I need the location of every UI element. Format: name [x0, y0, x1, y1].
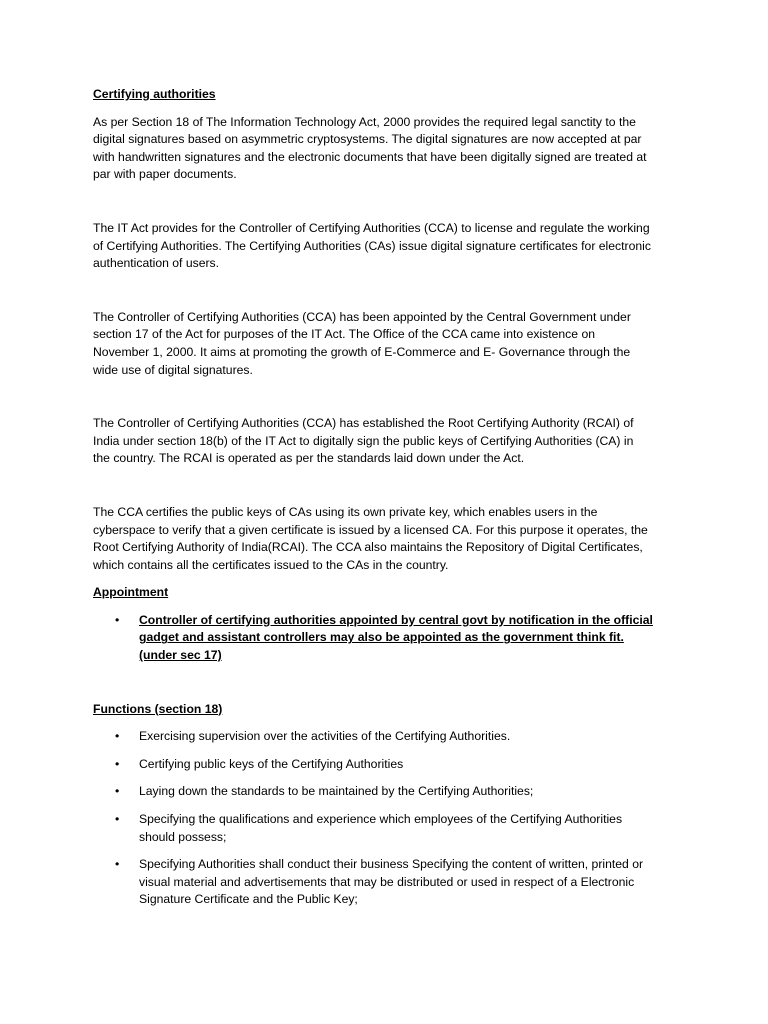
paragraph-it-act-cca: The IT Act provides for the Controller of Certifying Authorities (CCA) to license and regulate the working of Certifying Authorities. The Certifying Authorities (CAs) issue digital signature certificates for electronic authentication of users.: [93, 220, 651, 271]
list-item: [93, 756, 653, 774]
function-item-text: Specifying the qualifications and experience which employees of the Certifying Authorities should possess;: [139, 812, 623, 844]
appointment-item-text: Controller of certifying authorities appointed by central govt by notification in the official gadget and assistant controllers may also be appointed as the government think fit. (under sec 17): [139, 612, 653, 663]
bullet-icon: •: [115, 784, 120, 799]
function-item-text: Certifying public keys of the Certifying Authorities: [139, 756, 404, 771]
paragraph-cca-certifies: The CCA certifies the public keys of CAs using its own private key, which enables users in the cyberspace to verify that a given certificate is issued by a licensed CA. For this purpose it operates, the Root Certifying Authority of India(RCAI). The CCA also maintains the Repository of Digital Certificates, which contains all the certificates issued to the CAs in the country.: [93, 504, 648, 572]
function-item-text: Specifying Authorities shall conduct their business Specifying the content of written, printed or visual material and advertisements that may be distributed or used in respect of a Electronic Signature Certificate and the Public Key;: [139, 857, 644, 907]
list-item: [93, 856, 653, 909]
paragraph-rcai: The Controller of Certifying Authorities (CCA) has established the Root Certifying Authority (RCAI) of India under section 18(b) of the IT Act to digitally sign the public keys of Certifying Authorities (CA) in the country. The RCAI is operated as per the standards laid down under the Act.: [93, 416, 634, 466]
bullet-icon: •: [115, 857, 120, 872]
bullet-icon: •: [115, 756, 120, 771]
paragraph-cca-appointed: The Controller of Certifying Authorities (CCA) has been appointed by the Central Government under section 17 of the Act for purposes of the IT Act. The Office of the CCA came into existence on November 1, 2000. It aims at promoting the growth of E-Commerce and E- Governance through the wide use of digital signatures.: [93, 309, 631, 377]
heading-appointment: Appointment: [93, 585, 169, 600]
document-body: [93, 86, 653, 909]
heading-functions: Functions (section 18): [93, 701, 223, 716]
heading-certifying-authorities: Certifying authorities: [93, 87, 216, 101]
list-item: [93, 612, 653, 665]
list-item: [93, 783, 653, 801]
paragraph-section-18: As per Section 18 of The Information Technology Act, 2000 provides the required legal sanctity to the digital signatures based on asymmetric cryptosystems. The digital signatures are now accepted at par with handwritten signatures and the electronic documents that have been digitally signed are treated at par with paper documents.: [93, 114, 647, 182]
bullet-icon: •: [115, 729, 120, 744]
list-item: [93, 811, 653, 846]
bullet-icon: •: [115, 812, 120, 827]
appointment-list: [93, 612, 653, 665]
functions-list: [93, 728, 653, 909]
function-item-text: Exercising supervision over the activities of the Certifying Authorities.: [139, 729, 511, 744]
bullet-icon: •: [115, 612, 120, 627]
function-item-text: Laying down the standards to be maintained by the Certifying Authorities;: [139, 784, 534, 799]
list-item: [93, 728, 653, 746]
